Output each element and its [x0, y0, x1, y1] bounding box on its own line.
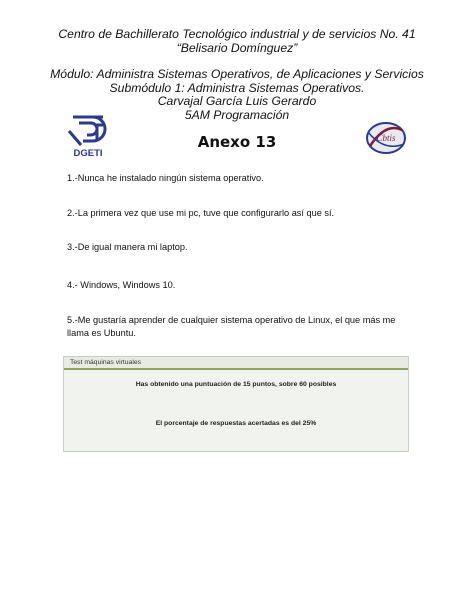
student-name: Carvajal García Luis Gerardo: [157, 94, 317, 109]
group-line: 5AM Programación: [184, 107, 290, 122]
module-line: Módulo: Administra Sistemas Operativos, de Aplicaciones y Servicios: [50, 67, 424, 82]
document-header: [0, 28, 474, 123]
cbtis-logo-text: Cbtis: [376, 133, 396, 143]
answer-4: 4.- Windows, Windows 10.: [67, 280, 176, 290]
annex-title: Anexo 13: [197, 133, 277, 151]
school-subname-line: “Belisario Domínguez”: [176, 40, 298, 55]
result-panel-title: Test máquinas virtuales: [64, 357, 408, 370]
percent-text: El porcentaje de respuestas acertadas es del 25%: [155, 420, 317, 427]
quiz-result-screenshot: [63, 356, 409, 452]
answer-2: 2.-La primera vez que use mi pc, tuve que configurarlo así que sí.: [67, 208, 335, 218]
score-text: Has obtenido una puntuación de 15 puntos, sobre 60 posibles: [135, 381, 337, 388]
dgeti-logo-text: DGETI: [73, 148, 103, 159]
answer-1: 1.-Nunca he instalado ningún sistema operativo.: [67, 173, 264, 183]
answer-3: 3.-De igual manera mi laptop.: [67, 242, 188, 252]
school-name-line: Centro de Bachillerato Tecnológico industrial y de servicios No. 41: [58, 27, 416, 41]
submodule-line: Submódulo 1: Administra Sistemas Operativos.: [109, 80, 365, 95]
answer-5: 5.-Me gustaría aprender de cualquier sistema operativo de Linux, el que más me llama es Ubuntu.: [67, 315, 396, 339]
